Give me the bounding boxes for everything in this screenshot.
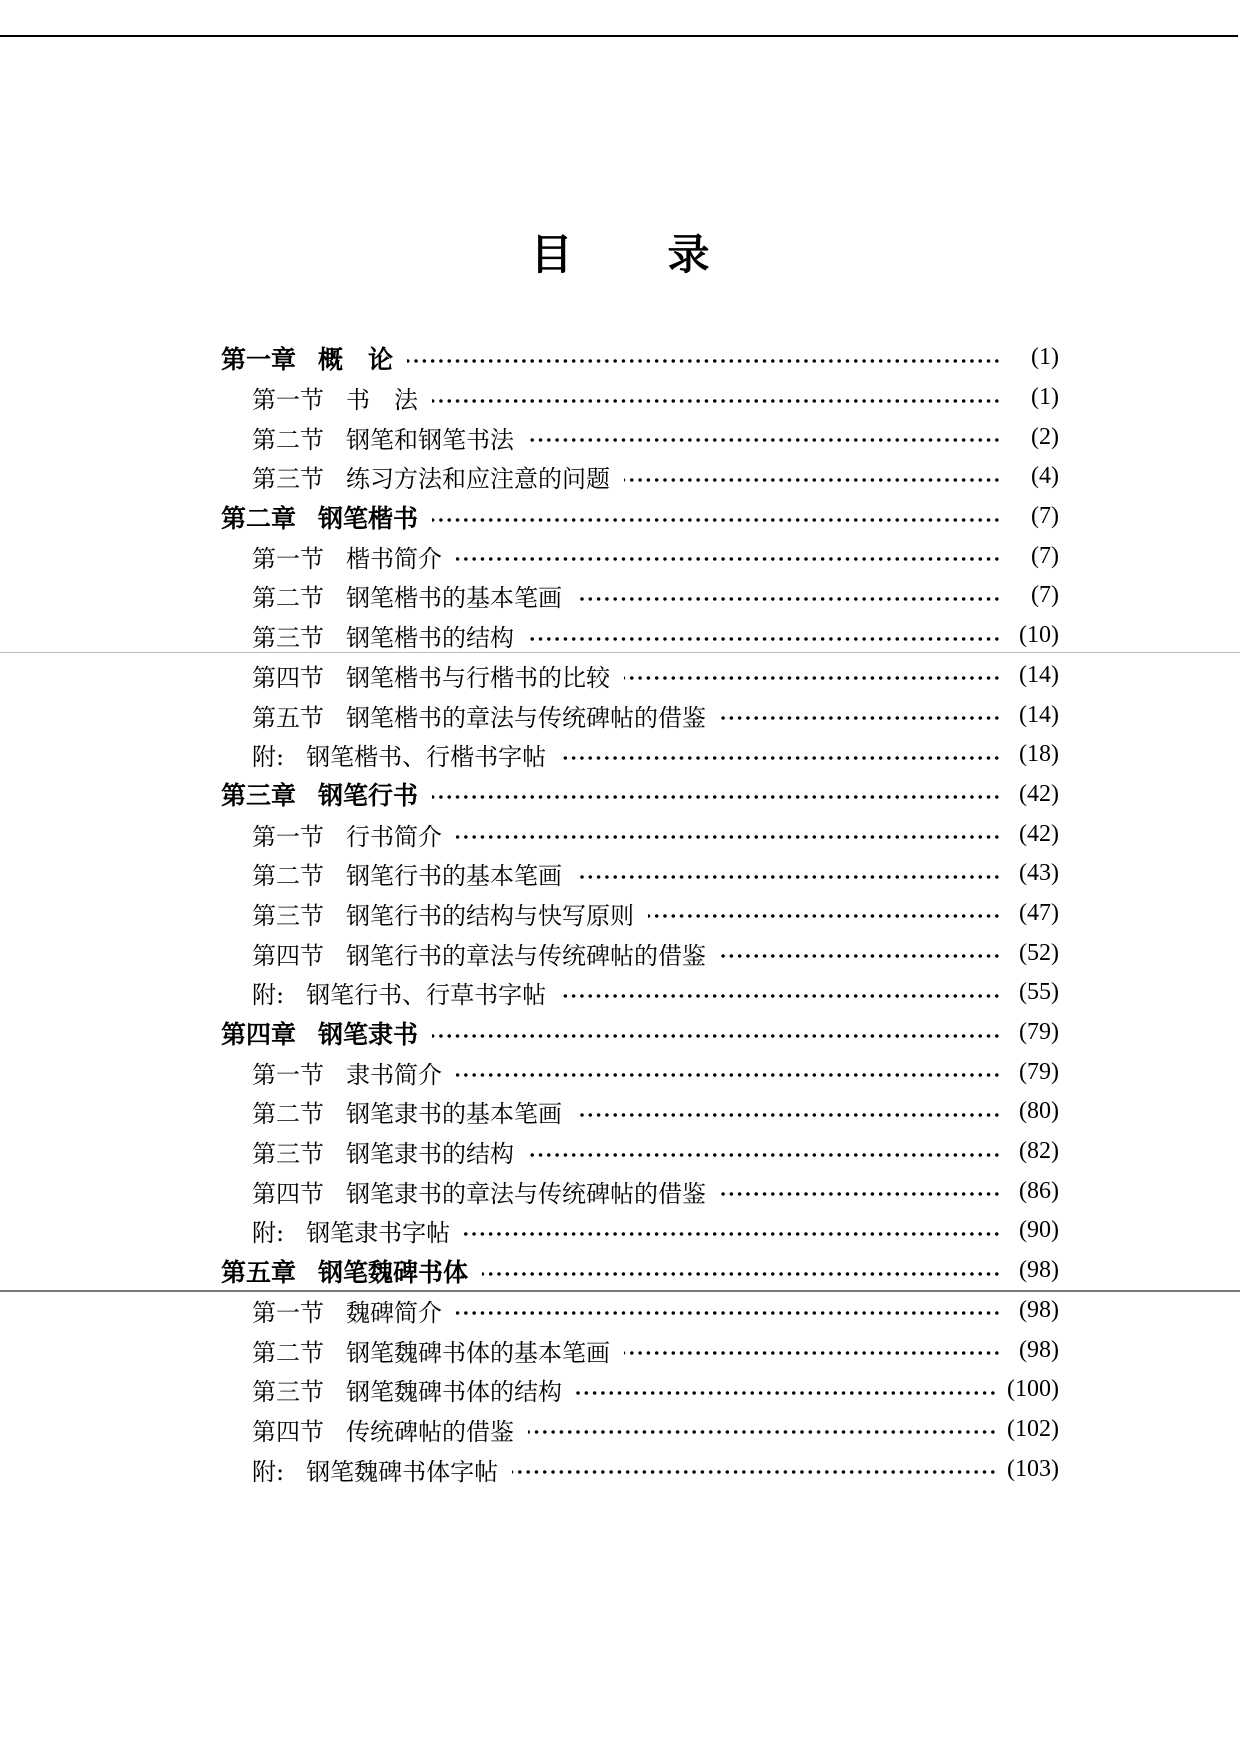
toc-page-number: (7) bbox=[1031, 503, 1059, 530]
toc-entry-label bbox=[252, 420, 528, 455]
toc-section-entry[interactable] bbox=[221, 973, 1059, 1013]
dot-leader bbox=[528, 425, 1001, 449]
toc-entry-label bbox=[252, 1372, 576, 1407]
toc-page-number: (55) bbox=[1019, 979, 1059, 1006]
toc-page-number: (90) bbox=[1019, 1217, 1059, 1244]
dot-leader bbox=[624, 465, 1001, 489]
toc-entry-number: 第三节 bbox=[252, 465, 324, 494]
toc-page-number: (14) bbox=[1019, 661, 1059, 688]
toc-chapter-entry[interactable] bbox=[221, 497, 1059, 537]
toc-section-entry[interactable] bbox=[221, 1132, 1059, 1172]
toc-entry-title: 行书简介 bbox=[346, 822, 442, 851]
toc-page-number: (47) bbox=[1019, 899, 1059, 926]
toc-entry-label bbox=[252, 817, 456, 852]
toc-entry-title: 钢笔楷书的基本笔画 bbox=[346, 584, 562, 613]
toc-section-entry[interactable] bbox=[221, 536, 1059, 576]
toc-entry-label bbox=[221, 340, 407, 376]
toc-page-number: (98) bbox=[1019, 1257, 1059, 1284]
toc-entry-number: 第一节 bbox=[252, 386, 324, 415]
toc-entry-number: 第四节 bbox=[252, 663, 324, 692]
dot-leader bbox=[560, 743, 1001, 767]
toc-entry-number: 第三节 bbox=[252, 901, 324, 930]
toc-entry-title: 钢笔行书的章法与传统碑帖的借鉴 bbox=[346, 941, 706, 970]
toc-entry-number: 附: bbox=[252, 1219, 285, 1248]
toc-entry-label bbox=[252, 1055, 456, 1090]
toc-entry-label bbox=[252, 539, 456, 574]
toc-page-number: (86) bbox=[1019, 1177, 1059, 1204]
toc-section-entry[interactable] bbox=[221, 933, 1059, 973]
toc-entry-title: 钢笔魏碑书体的基本笔画 bbox=[346, 1338, 610, 1367]
dot-leader bbox=[456, 544, 1001, 568]
toc-entry-title: 钢笔行书的结构与快写原则 bbox=[346, 901, 634, 930]
toc-section-entry[interactable] bbox=[221, 378, 1059, 418]
toc-entry-number: 第一节 bbox=[252, 1298, 324, 1327]
dot-leader bbox=[576, 1378, 997, 1402]
toc-chapter-entry[interactable] bbox=[221, 775, 1059, 815]
toc-entry-label bbox=[252, 1293, 456, 1328]
toc-section-entry[interactable] bbox=[221, 616, 1059, 656]
dot-leader bbox=[528, 1417, 997, 1441]
dot-leader bbox=[720, 703, 1001, 727]
toc-chapter-entry[interactable] bbox=[221, 338, 1059, 378]
dot-leader bbox=[464, 1219, 1001, 1243]
dot-leader bbox=[482, 1259, 1001, 1283]
toc-page-number: (1) bbox=[1031, 384, 1059, 411]
toc-page-number: (103) bbox=[1007, 1455, 1059, 1482]
toc-entry-label bbox=[252, 1452, 512, 1487]
toc-section-entry[interactable] bbox=[221, 695, 1059, 735]
dot-leader bbox=[528, 624, 1001, 648]
toc-page-number: (52) bbox=[1019, 939, 1059, 966]
toc-entry-title: 魏碑简介 bbox=[346, 1298, 442, 1327]
dot-leader bbox=[432, 1021, 1001, 1045]
toc-entry-label bbox=[252, 618, 528, 653]
toc-entry-number: 第二章 bbox=[221, 503, 297, 533]
toc-page-number: (98) bbox=[1019, 1336, 1059, 1363]
toc-section-entry[interactable] bbox=[221, 735, 1059, 775]
toc-entry-label bbox=[252, 1412, 528, 1447]
toc-entry-number: 附: bbox=[252, 1457, 285, 1486]
toc-section-entry[interactable] bbox=[221, 1449, 1059, 1489]
toc-entry-number: 第二节 bbox=[252, 1338, 324, 1367]
toc-entry-number: 第一节 bbox=[252, 1060, 324, 1089]
toc-entry-title: 钢笔楷书 bbox=[318, 503, 419, 533]
dot-leader bbox=[456, 1298, 1001, 1322]
dot-leader bbox=[576, 584, 1001, 608]
toc-entry-title: 钢笔行书、行草书字帖 bbox=[306, 981, 547, 1010]
toc-entry-label bbox=[252, 896, 648, 931]
toc-section-entry[interactable] bbox=[221, 1171, 1059, 1211]
toc-entry-title: 钢笔隶书的结构 bbox=[346, 1140, 514, 1169]
toc-page-number: (79) bbox=[1019, 1019, 1059, 1046]
toc-entry-title: 钢笔行书的基本笔画 bbox=[346, 862, 562, 891]
toc-entry-title: 钢笔魏碑书体字帖 bbox=[306, 1457, 499, 1486]
toc-entry-number: 第一节 bbox=[252, 822, 324, 851]
toc-entry-number: 第二节 bbox=[252, 862, 324, 891]
toc-entry-label bbox=[252, 936, 720, 971]
toc-entry-number: 第二节 bbox=[252, 425, 324, 454]
toc-page-number: (7) bbox=[1031, 582, 1059, 609]
dot-leader bbox=[624, 663, 1001, 687]
toc-page-number: (42) bbox=[1019, 780, 1059, 807]
toc-entry-title: 钢笔和钢笔书法 bbox=[346, 425, 514, 454]
toc-page-number: (80) bbox=[1019, 1098, 1059, 1125]
toc-entry-number: 第四章 bbox=[221, 1019, 297, 1049]
toc-entry-title: 钢笔隶书字帖 bbox=[306, 1219, 451, 1248]
toc-entry-label bbox=[252, 1213, 464, 1248]
toc-entry-label bbox=[252, 1094, 576, 1129]
toc-entry-title: 概 论 bbox=[318, 344, 394, 374]
dot-leader bbox=[720, 1179, 1001, 1203]
toc-entry-title: 钢笔楷书与行楷书的比较 bbox=[346, 663, 610, 692]
toc-entry-title: 练习方法和应注意的问题 bbox=[346, 465, 610, 494]
dot-leader bbox=[432, 505, 1001, 529]
dot-leader bbox=[456, 822, 1001, 846]
toc-entry-number: 第二节 bbox=[252, 1100, 324, 1129]
dot-leader bbox=[528, 1140, 1001, 1164]
toc-entry-title: 钢笔隶书 bbox=[318, 1019, 419, 1049]
dot-leader bbox=[720, 941, 1001, 965]
toc-page-number: (43) bbox=[1019, 860, 1059, 887]
toc-chapter-entry[interactable] bbox=[221, 1013, 1059, 1053]
toc-page-number: (79) bbox=[1019, 1058, 1059, 1085]
table-of-contents bbox=[221, 338, 1059, 1489]
toc-entry-number: 第二节 bbox=[252, 584, 324, 613]
toc-entry-title: 钢笔楷书的章法与传统碑帖的借鉴 bbox=[346, 703, 706, 732]
toc-section-entry[interactable] bbox=[221, 1092, 1059, 1132]
toc-page-number: (14) bbox=[1019, 701, 1059, 728]
dot-leader bbox=[576, 1100, 1001, 1124]
toc-page-number: (102) bbox=[1007, 1415, 1059, 1442]
toc-entry-title: 钢笔行书 bbox=[318, 781, 419, 811]
dot-leader bbox=[456, 1060, 1001, 1084]
toc-page-number: (2) bbox=[1031, 423, 1059, 450]
toc-entry-title: 钢笔楷书的结构 bbox=[346, 624, 514, 653]
toc-entry-number: 第三节 bbox=[252, 624, 324, 653]
toc-entry-title: 钢笔隶书的基本笔画 bbox=[346, 1100, 562, 1129]
toc-section-entry[interactable] bbox=[221, 1410, 1059, 1450]
header-rule bbox=[0, 35, 1238, 37]
toc-entry-number: 第三章 bbox=[221, 781, 297, 811]
dot-leader bbox=[407, 346, 1001, 370]
toc-entry-number: 附: bbox=[252, 743, 285, 772]
toc-entry-label bbox=[252, 1134, 528, 1169]
toc-entry-label bbox=[252, 658, 624, 693]
toc-entry-label bbox=[252, 1174, 720, 1209]
toc-section-entry[interactable] bbox=[221, 576, 1059, 616]
dot-leader bbox=[624, 1338, 1001, 1362]
toc-section-entry[interactable] bbox=[221, 1052, 1059, 1092]
toc-entry-label bbox=[252, 459, 624, 494]
toc-section-entry[interactable] bbox=[221, 1291, 1059, 1331]
page-title bbox=[0, 222, 1240, 282]
toc-entry-number: 第五章 bbox=[221, 1257, 297, 1287]
dot-leader bbox=[576, 862, 1001, 886]
toc-page-number: (98) bbox=[1019, 1296, 1059, 1323]
toc-page-number: (4) bbox=[1031, 463, 1059, 490]
toc-entry-label bbox=[252, 856, 576, 891]
dot-leader bbox=[512, 1457, 997, 1481]
toc-chapter-entry[interactable] bbox=[221, 1251, 1059, 1291]
toc-entry-label bbox=[252, 737, 560, 772]
toc-page-number: (82) bbox=[1019, 1138, 1059, 1165]
toc-section-entry[interactable] bbox=[221, 457, 1059, 497]
toc-section-entry[interactable] bbox=[221, 417, 1059, 457]
toc-page-number: (42) bbox=[1019, 820, 1059, 847]
toc-entry-label bbox=[221, 499, 432, 535]
toc-entry-label bbox=[252, 578, 576, 613]
toc-entry-title: 楷书简介 bbox=[346, 544, 442, 573]
toc-page-number: (7) bbox=[1031, 542, 1059, 569]
toc-page-number: (10) bbox=[1019, 622, 1059, 649]
dot-leader bbox=[432, 782, 1001, 806]
toc-entry-title: 传统碑帖的借鉴 bbox=[346, 1417, 514, 1446]
toc-section-entry[interactable] bbox=[221, 1370, 1059, 1410]
toc-entry-number: 第四节 bbox=[252, 941, 324, 970]
toc-entry-label bbox=[221, 1253, 482, 1289]
toc-entry-number: 第四节 bbox=[252, 1179, 324, 1208]
toc-entry-label bbox=[252, 698, 720, 733]
toc-entry-number: 第三节 bbox=[252, 1378, 324, 1407]
toc-section-entry[interactable] bbox=[221, 656, 1059, 696]
toc-entry-number: 第三节 bbox=[252, 1140, 324, 1169]
toc-entry-number: 第四节 bbox=[252, 1417, 324, 1446]
toc-entry-title: 钢笔隶书的章法与传统碑帖的借鉴 bbox=[346, 1179, 706, 1208]
toc-entry-number: 第一节 bbox=[252, 544, 324, 573]
page-title-char: 录 bbox=[667, 230, 710, 279]
scan-artifact-line bbox=[0, 1290, 1240, 1292]
dot-leader bbox=[560, 981, 1001, 1005]
toc-page-number: (100) bbox=[1007, 1376, 1059, 1403]
toc-entry-number: 第五节 bbox=[252, 703, 324, 732]
page-title-char: 目 bbox=[530, 230, 573, 279]
toc-section-entry[interactable] bbox=[221, 1211, 1059, 1251]
toc-section-entry[interactable] bbox=[221, 814, 1059, 854]
toc-section-entry[interactable] bbox=[221, 894, 1059, 934]
toc-entry-title: 书 法 bbox=[346, 386, 418, 415]
dot-leader bbox=[648, 901, 1001, 925]
toc-section-entry[interactable] bbox=[221, 1330, 1059, 1370]
toc-entry-number: 附: bbox=[252, 981, 285, 1010]
toc-entry-label bbox=[252, 380, 432, 415]
toc-entry-label bbox=[221, 1015, 432, 1051]
toc-entry-title: 钢笔魏碑书体的结构 bbox=[346, 1378, 562, 1407]
toc-entry-title: 钢笔楷书、行楷书字帖 bbox=[306, 743, 547, 772]
toc-entry-label bbox=[252, 1333, 624, 1368]
toc-page-number: (1) bbox=[1031, 344, 1059, 371]
toc-entry-number: 第一章 bbox=[221, 344, 297, 374]
toc-entry-title: 钢笔魏碑书体 bbox=[318, 1257, 469, 1287]
toc-entry-label bbox=[252, 975, 560, 1010]
toc-section-entry[interactable] bbox=[221, 854, 1059, 894]
toc-entry-label bbox=[221, 776, 432, 812]
toc-entry-title: 隶书简介 bbox=[346, 1060, 442, 1089]
toc-page-number: (18) bbox=[1019, 741, 1059, 768]
dot-leader bbox=[432, 386, 1001, 410]
